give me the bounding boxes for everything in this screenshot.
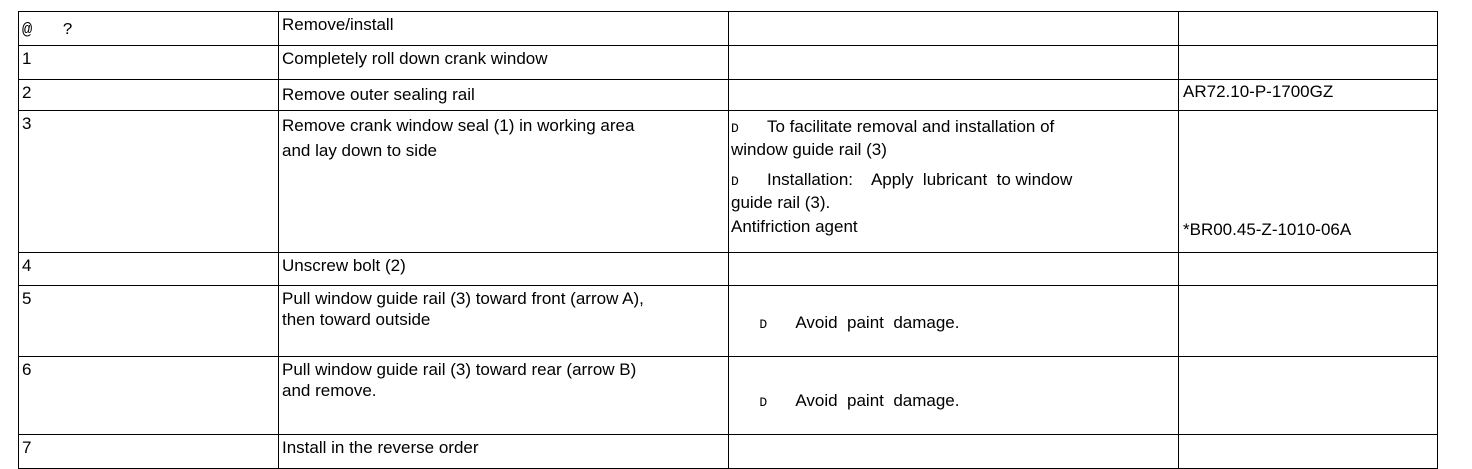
step-text: Install in the reverse order xyxy=(279,435,729,469)
step-number: 2 xyxy=(19,80,279,111)
header-remove-install: Remove/install xyxy=(279,12,729,46)
step-reference xyxy=(1179,286,1438,357)
step-reference xyxy=(1179,253,1438,286)
note-item xyxy=(731,169,1178,216)
note-item xyxy=(731,216,1178,237)
table-row xyxy=(19,253,1438,286)
table-row xyxy=(19,80,1438,111)
header-notes-cell xyxy=(729,12,1179,46)
step-text xyxy=(279,357,729,435)
bullet-d-icon: D xyxy=(731,174,739,189)
step-number: 5 xyxy=(19,286,279,357)
step-number: 7 xyxy=(19,435,279,469)
note-line: Installation: Apply lubricant to window xyxy=(767,170,1073,189)
step-text xyxy=(279,286,729,357)
header-row xyxy=(19,12,1438,46)
bullet-d-icon: D xyxy=(731,121,739,136)
note-line: window guide rail (3) xyxy=(731,140,887,159)
bullet-d-icon: D xyxy=(759,317,768,332)
step-notes xyxy=(729,286,1179,357)
bullet-d-icon: D xyxy=(759,395,768,410)
procedure-table xyxy=(18,11,1438,469)
note-line: Avoid paint damage. xyxy=(795,313,960,332)
header-ref-cell xyxy=(1179,12,1438,46)
table-row xyxy=(19,111,1438,253)
step-reference: AR72.10-P-1700GZ xyxy=(1179,80,1438,111)
table-row xyxy=(19,357,1438,435)
step-notes xyxy=(729,357,1179,435)
step-text-line: then toward outside xyxy=(282,310,431,329)
step-text xyxy=(279,111,729,253)
note-line: guide rail (3). xyxy=(731,193,831,212)
note-item xyxy=(731,116,1178,169)
step-notes xyxy=(729,80,1179,111)
step-text-line: and remove. xyxy=(282,381,377,400)
step-text-line: Pull window guide rail (3) toward rear (arrow B) xyxy=(282,360,637,379)
step-text-line: Remove crank window seal (1) in working area xyxy=(282,116,635,135)
note-line: Antifriction agent xyxy=(731,217,858,236)
step-text: Unscrew bolt (2) xyxy=(279,253,729,286)
table-row xyxy=(19,286,1438,357)
step-text: Completely roll down crank window xyxy=(279,46,729,80)
note-line: To facilitate removal and installation of xyxy=(767,117,1055,136)
step-number: 4 xyxy=(19,253,279,286)
table-row xyxy=(19,46,1438,80)
header-symbols: @ ? xyxy=(19,12,279,46)
step-notes xyxy=(729,111,1179,253)
step-number: 3 xyxy=(19,111,279,253)
note-line: Avoid paint damage. xyxy=(795,391,960,410)
step-text-line: and lay down to side xyxy=(282,141,437,160)
step-reference xyxy=(1179,357,1438,435)
step-notes xyxy=(729,46,1179,80)
step-reference xyxy=(1179,46,1438,80)
step-text: Remove outer sealing rail xyxy=(279,80,729,111)
step-reference: *BR00.45-Z-1010-06A xyxy=(1179,111,1438,253)
step-number: 6 xyxy=(19,357,279,435)
step-notes xyxy=(729,253,1179,286)
step-number: 1 xyxy=(19,46,279,80)
step-text-line: Pull window guide rail (3) toward front (arrow A), xyxy=(282,289,644,308)
